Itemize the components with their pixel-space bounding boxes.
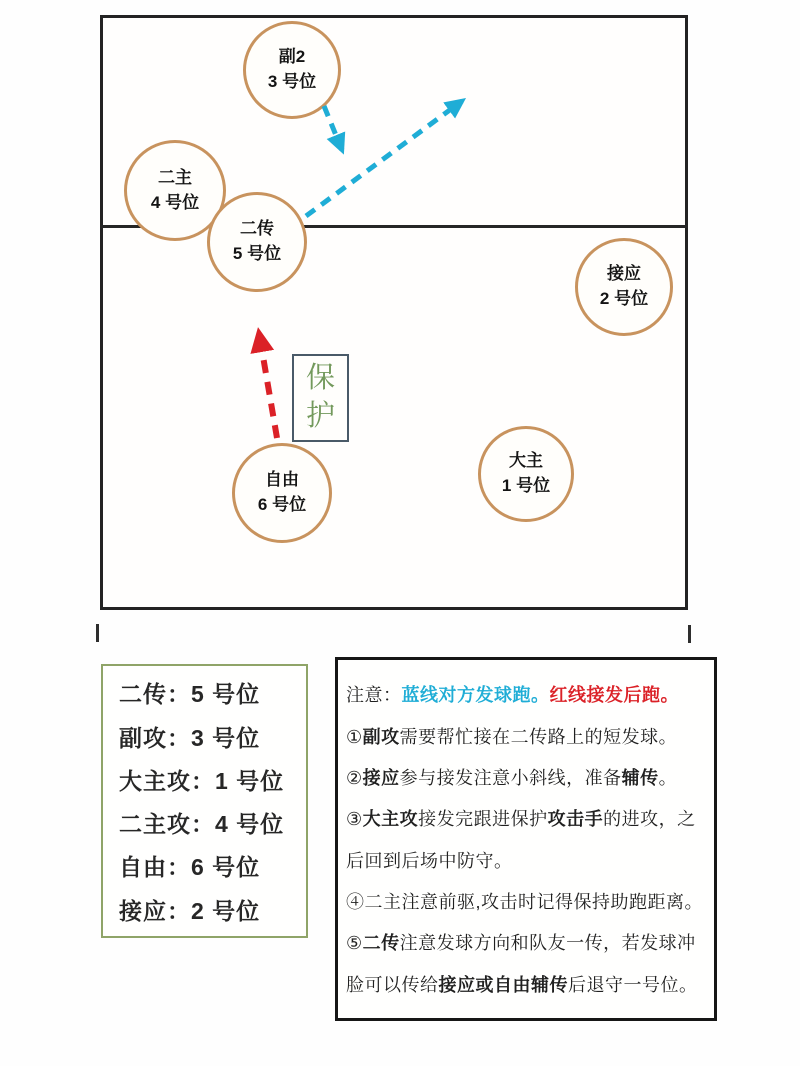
legend-item-outside2: 二主攻：4 号位	[119, 811, 285, 838]
position-legend	[101, 664, 308, 938]
player-circle-setter-pos5	[207, 192, 307, 292]
legend-item-middle: 副攻：3 号位	[119, 724, 261, 751]
player-circle-outside1-pos1	[478, 426, 574, 522]
note-line-3a: ③大主攻接发完跟进保护攻击手的进攻，之	[346, 809, 696, 830]
player-position: 4 号位	[150, 192, 200, 212]
player-position: 5 号位	[232, 244, 282, 263]
player-role: 二传	[240, 219, 274, 239]
note-line-4: ④二主注意前驱,攻击时记得保持助跑距离。	[346, 891, 703, 912]
player-role: 二主	[158, 167, 192, 187]
player-position: 3 号位	[267, 72, 317, 91]
player-position: 2 号位	[599, 289, 649, 308]
player-position: 6 号位	[257, 495, 307, 514]
court-tick-right	[688, 625, 691, 643]
player-role: 自由	[265, 470, 299, 490]
player-role: 接应	[607, 264, 641, 284]
player-position: 1 号位	[501, 476, 551, 495]
protect-zone-label: 保护	[306, 362, 336, 432]
legend-item-setter: 二传：5 号位	[119, 681, 261, 708]
note-line-1: ①副攻需要帮忙接在二传路上的短发球。	[346, 726, 678, 747]
legend-item-opposite: 接应：2 号位	[119, 897, 261, 924]
player-role: 大主	[509, 451, 543, 471]
court-tick-left	[96, 624, 99, 642]
legend-item-libero: 自由：6 号位	[119, 854, 261, 881]
protect-zone-box	[292, 354, 349, 442]
player-circle-libero-pos6	[232, 443, 332, 543]
note-line-5b: 脸可以传给接应或自由辅传后退守一号位。	[346, 974, 698, 995]
note-line-5a: ⑤二传注意发球方向和队友一传，若发球冲	[346, 933, 696, 954]
player-role: 副2	[278, 47, 306, 67]
note-line-3b: 后回到后场中防守。	[346, 850, 513, 871]
note-line-2: ②接应参与接发注意小斜线，准备辅传。	[346, 767, 678, 788]
player-circle-opposite-pos2	[575, 238, 673, 336]
notes-panel	[335, 657, 717, 1021]
legend-item-outside1: 大主攻：1 号位	[119, 767, 285, 794]
player-circle-middle2-pos3	[243, 21, 341, 119]
note-line-attention: 注意：蓝线对方发球跑。红线接发后跑。	[346, 685, 679, 706]
